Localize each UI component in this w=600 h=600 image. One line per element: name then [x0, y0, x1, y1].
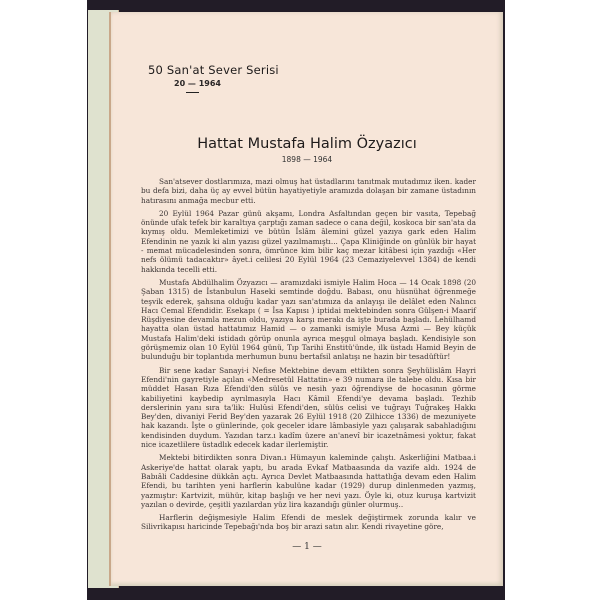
article-body	[141, 177, 476, 536]
paragraph: San'atsever dostlarımıza, mazi olmuş hat üstadlarını tanıtmak mutadımız iken. kader bu defa bizi, daha üç ay evvel bütün hayatiyetiyle aramızda dolaşan bir zamane üstadının hatırasını anmağa mecbur etti.	[141, 177, 476, 205]
paragraph: 20 Eylül 1964 Pazar günü akşamı, Londra Asfaltından geçen bir vasıta, Tepebağ önünde ufak tefek bir karaltıya çarptığı zaman sadece o cana değil, koskoca bir san'ata da kıymış oldu. Memleketimizi ve bütün İslâm âlemini güzel yazıya gark eden Halim Efendinin ne yazık ki alın yazısı güzel yazılmamıştı... Çapa Kliniğinde on günlük bir hayat - memat mücadelesinden sonra, ömrünce kim bilir kaç mezar kitâbesi için yazdığı «Her nefs ölümü tadacaktır» âyet.i celilesi 20 Eylül 1964 (23 Cemaziyelevvel 1384) de kendi hakkında tecelli etti.	[141, 208, 476, 274]
series-title: 50 San'at Sever Serisi	[148, 63, 279, 77]
series-issue: 20 — 1964	[174, 79, 221, 88]
paragraph: Mektebi bitirdikten sonra Divan.ı Hümayun kaleminde çalıştı. Askerliğini Matbaa.i Askeriye'de hattat olarak yaptı, bu arada Evkaf Matbaasında da vazife aldı. 1924 de Babıâli Caddesine dükkân açtı. Ayrıca Devlet Matbaasında hattatlığa devam eden Halim Efendi, bu tarihten yeni harflerin kabulüne kadar (1929) durup dinlenmeden yazmış, yazmıştır: Kartvizit, mühür, kitap başlığı ve her nevi yazı. Öyle ki, otuz kuruşa kartvizit yazılan o devirde, çeşitli yazılardan yüz lira kazandığı günler olurmuş..	[141, 453, 476, 509]
document-page	[109, 12, 503, 586]
article-title: Hattat Mustafa Halim Özyazıcı	[197, 136, 417, 152]
life-dates: 1898 — 1964	[281, 155, 333, 164]
paragraph: Mustafa Abdülhalim Özyazıcı — aramızdaki ismiyle Halim Hoca — 14 Ocak 1898 (20 Şaban 1315) de İstanbulun Haseki semtinde doğdu. Babası, onu hüsnühat öğrenmeğe teşvik ederek, şahsına olduğu kadar yazı san'atımıza da anlayışı ile delâlet eden Nalıncı Hacı Cemal Efendidir. Esekapı ( = İsa Kapısı ) iptidai mektebinden sonra Gülşen-i Maarif Rüşdiyesine devamla mezun oldu, yazıya karşı merakı da işte burada başladı. Lehülhamd hayatta olan üstad hattatımız Hamid — o zamanki ismiyle Musa Azmi — Bey küçük Mustafa Halim'deki istidadı görüp onunla ayrıca meşgul olmaya başladı. Kendisiyle son görüşmemiz olan 10 Eylül 1964 günü, Tıp Tarihi Enstitü'ünde, ilk üstadı Hamid Beyin de bulunduğu bir toplantıda merhumun bunu bertafsil anlatışı ne hazin bir tesadüftür!	[141, 277, 476, 362]
paragraph: Bir sene kadar Sanayi-i Nefise Mektebine devam ettikten sonra Şeyhülislâm Hayri Efendi'nin gayretiyle açılan «Medresetül Hattatin» e 39 numara ile talebe oldu. Kısa bir müddet Hasan Rıza Efendi'den sülüs ve nesih yazı öğrendiyse de hocasının görme kabiliyetini kaybedip ayrılmasıyla Hacı Kâmil Efendi'ye devama başladı. Tezhib derslerinin yanı sıra ta'lik: Hulûsi Efendi'den, sülüs celisi ve tuğrayı Tuğrakeş Hakkı Bey'den, divaniyi Ferid Bey'den yazarak 26 Eylül 1918 (20 Zilhicce 1336) de mezuniyete hak kazandı. İşte o günlerinde, çok geceler idare lâmbasiyle yazı çalışarak sabahladığını kendisinden duydum. Yazıdan tarz.ı kadîm üzere an'anevî bir icazetnâmesi yoktur, fakat nice icazetlilere üstadlık edecek kadar ilerlemiştir.	[141, 365, 476, 450]
paragraph: Harflerin değişmesiyle Halim Efendi de meslek değiştirmek zorunda kalır ve Silivrikapısı haricinde Tepebağı'nda boş bir arazi satın alır. Kendi rivayetine göre,	[141, 513, 476, 532]
divider-rule	[186, 92, 199, 93]
page-number: — 1 —	[292, 542, 322, 552]
